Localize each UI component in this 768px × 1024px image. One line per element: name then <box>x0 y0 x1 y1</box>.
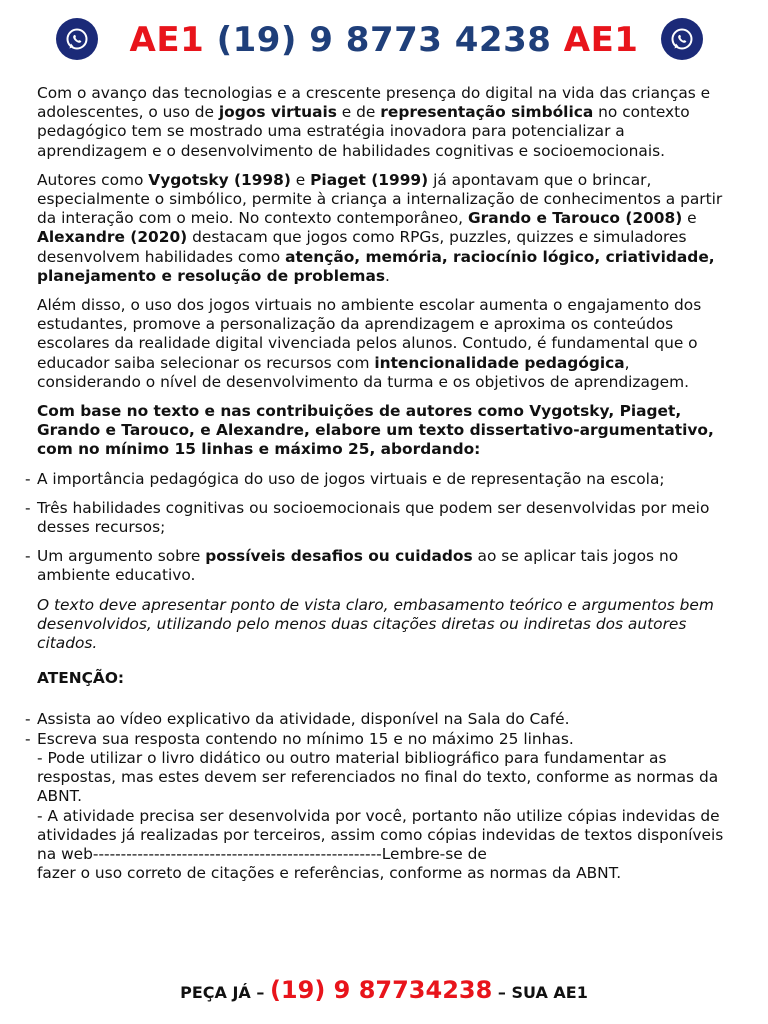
document-body <box>25 84 727 883</box>
attention-item: - Pode utilizar o livro didático ou outro material bibliográfico para fundamentar as respostas, mas estes devem ser referenciados no final do texto, conforme as normas da ABNT. <box>37 748 719 806</box>
footer-right: – SUA AE1 <box>497 983 588 1002</box>
title-label-left: AE1 <box>129 20 205 60</box>
title-label-right: AE1 <box>563 20 639 60</box>
paragraph-authors: Autores como Vygotsky (1998) e Piaget (1999) já apontavam que o brincar, especialmente o simbólico, permite à criança a internalização de conhecimentos a partir da interação com o meio. No contexto contemporâneo, Grando e Tarouco (2008) e Alexandre (2020) destacam que jogos como RPGs, puzzles, quizzes e simuladores desenvolvem habilidades como atenção, memória, raciocínio lógico, criatividade, planejamento e resolução de problemas. <box>37 170 723 285</box>
instructions-note: O texto deve apresentar ponto de vista claro, embasamento teórico e argumentos bem desenvolvidos, utilizando pelo menos duas citações diretas ou indiretas dos autores citados. <box>37 595 714 653</box>
list-item: - Escreva sua resposta contendo no mínimo 15 e no máximo 25 linhas. <box>25 729 574 748</box>
footer-phone[interactable]: (19) 9 87734238 <box>269 976 493 1004</box>
paragraph-intro: Com o avanço das tecnologias e a crescente presença do digital na vida das crianças e adolescentes, o uso de jogos virtuais e de representação simbólica no contexto pedagógico tem se mostrado uma estratégia inovadora para potencializar a aprendizagem e o desenvolvimento de habilidades cognitivas e socioemocionais. <box>37 84 711 160</box>
page-title <box>0 20 768 60</box>
attention-item: - A atividade precisa ser desenvolvida por você, portanto não utilize cópias indevidas de atividades já realizadas por terceiros, assim como cópias indevidas de textos disponíveis na web----------------------------------------------------Lembre-se de <box>37 806 724 863</box>
paragraph-context: Além disso, o uso dos jogos virtuais no ambiente escolar aumenta o engajamento dos estudantes, promove a personalização da aprendizagem e aproxima os conteúdos escolares da realidade digital vivenciada pelos alunos. Contudo, é fundamental que o educador saiba selecionar os recursos com intencionalidade pedagógica, considerando o nível de desenvolvimento da turma e os objetivos de aprendizagem. <box>37 296 702 391</box>
attention-heading: ATENÇÃO: <box>37 669 125 688</box>
footer-cta <box>0 976 768 1004</box>
list-item: - Três habilidades cognitivas ou socioemocionais que podem ser desenvolvidas por meio desses recursos; <box>25 498 710 537</box>
footer-left: PEÇA JÁ – <box>180 983 265 1002</box>
list-item: - A importância pedagógica do uso de jogos virtuais e de representação na escola; <box>25 469 665 488</box>
list-item: - Um argumento sobre possíveis desafios ou cuidados ao se aplicar tais jogos no ambiente educativo. <box>25 547 679 585</box>
attention-item: fazer o uso correto de citações e referências, conforme as normas da ABNT. <box>37 864 622 883</box>
task-prompt: Com base no texto e nas contribuições de autores como Vygotsky, Piaget, Grando e Tarouco, e Alexandre, elabore um texto dissertativo-argumentativo, com no mínimo 15 linhas e máximo 25, abordando: <box>37 402 714 459</box>
title-phone[interactable]: (19) 9 8773 4238 <box>216 20 552 60</box>
whatsapp-icon[interactable] <box>661 18 703 60</box>
header <box>0 18 768 68</box>
list-item: - Assista ao vídeo explicativo da atividade, disponível na Sala do Café. <box>25 710 570 729</box>
